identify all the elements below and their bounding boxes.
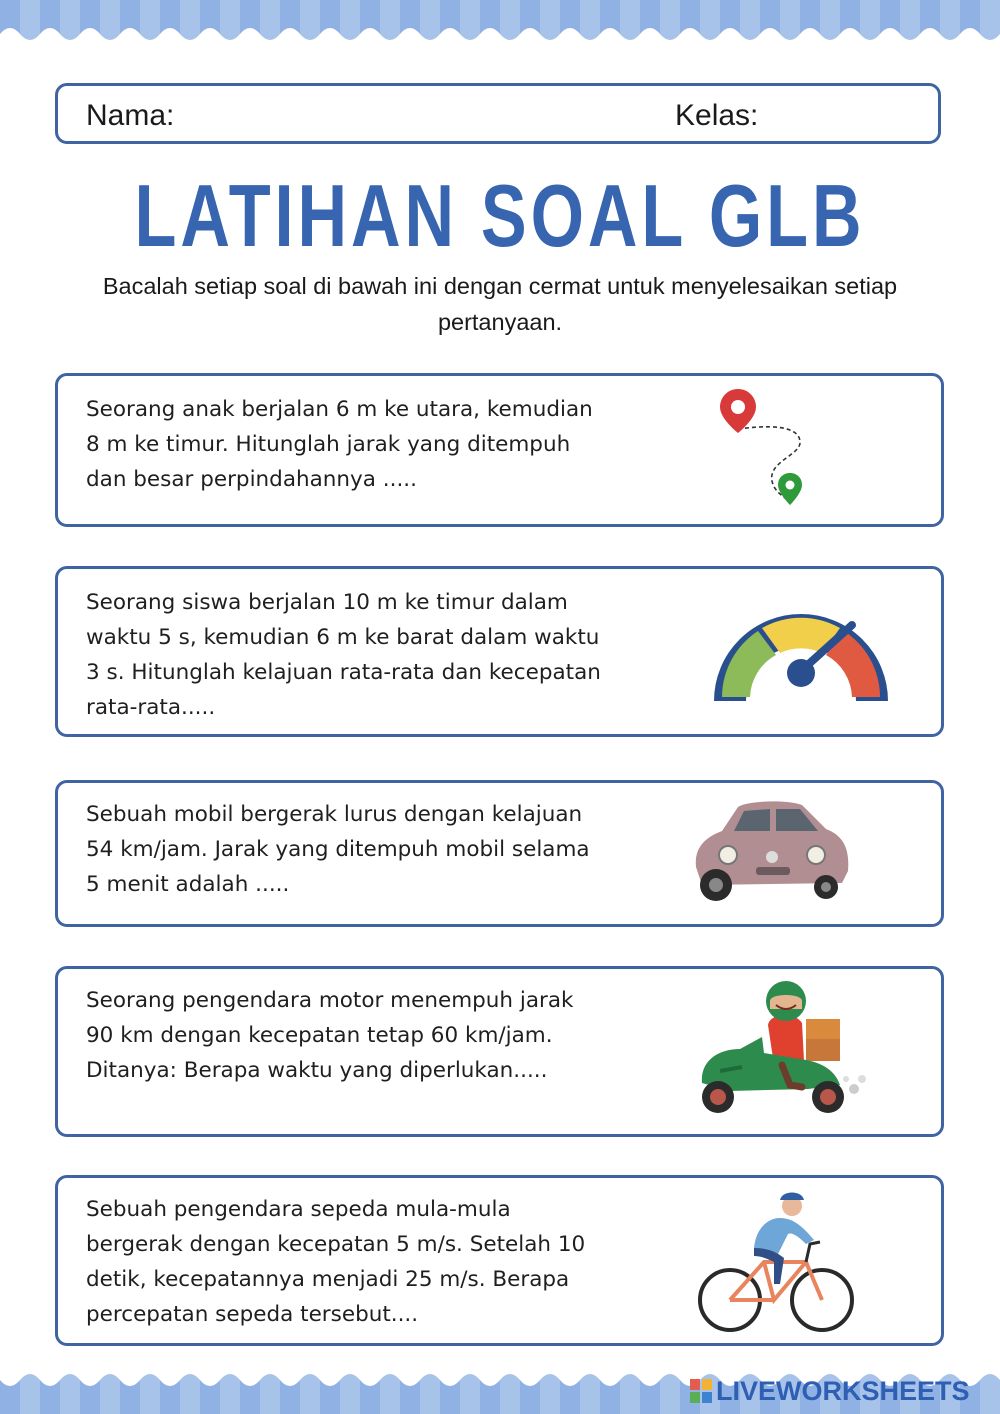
question-text: Seorang siswa berjalan 10 m ke timur dalam waktu 5 s, kemudian 6 m ke barat dalam waktu 3 s. Hitunglah kelajuan rata-rata dan kecepatan rata-rata..... — [86, 590, 601, 720]
map-route-icon — [708, 381, 818, 509]
speedometer-icon — [706, 575, 896, 707]
car-icon — [686, 797, 852, 903]
question-card-1 — [55, 373, 944, 527]
question-text: Seorang pengendara motor menempuh jarak 90 km dengan kecepatan tetap 60 km/jam. Ditanya: Berapa waktu yang diperlukan..... — [86, 988, 574, 1083]
class-label: Kelas: — [675, 99, 759, 132]
question-card-5 — [55, 1175, 944, 1346]
name-label: Nama: — [86, 99, 175, 132]
top-scallop-border — [0, 0, 1000, 46]
cyclist-icon — [694, 1188, 860, 1338]
liveworksheets-logo — [690, 1376, 970, 1406]
student-info-box — [55, 83, 941, 144]
question-text: Sebuah pengendara sepeda mula-mula bergerak dengan kecepatan 5 m/s. Setelah 10 detik, kecepatannya menjadi 25 m/s. Berapa percepatan sepeda tersebut.... — [86, 1197, 586, 1327]
motorcycle-rider-icon — [690, 975, 870, 1121]
question-card-4 — [55, 966, 944, 1137]
question-card-2 — [55, 566, 944, 737]
page-title: LATIHAN SOAL GLB — [134, 166, 866, 265]
question-text: Seorang anak berjalan 6 m ke utara, kemudian 8 m ke timur. Hitunglah jarak yang ditempuh dan besar perpindahannya ..... — [86, 397, 593, 492]
question-text: Sebuah mobil bergerak lurus dengan kelajuan 54 km/jam. Jarak yang ditempuh mobil selama 5 menit adalah ..... — [86, 802, 590, 897]
instructions-text: Bacalah setiap soal di bawah ini dengan cermat untuk menyelesaikan setiap pertanyaan. — [102, 273, 898, 335]
liveworksheets-logo-icon — [690, 1379, 712, 1403]
question-card-3 — [55, 780, 944, 927]
brand-text: LIVEWORKSHEETS — [716, 1375, 970, 1406]
